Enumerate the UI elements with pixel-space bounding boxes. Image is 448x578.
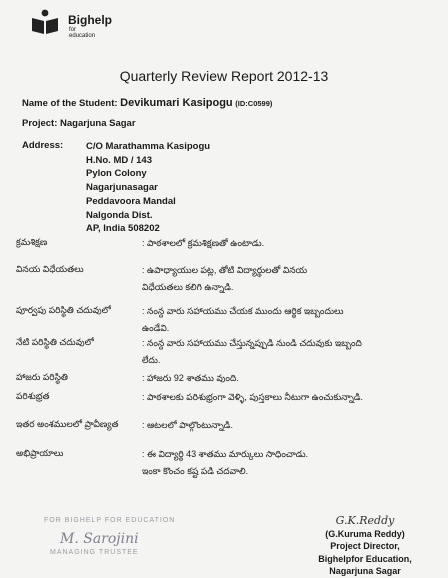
address-line: H.No. MD / 143 [86, 154, 152, 166]
student-label: Name of the Student: [22, 98, 118, 109]
row-value-line: విధేయతలు కలిగి ఉన్నాడి. [142, 282, 234, 292]
director-place: Nagarjuna Sagar [329, 566, 401, 576]
address-line: Nalgonda Dist. [86, 209, 153, 221]
row-value-line: : ఆటలలో పాల్గొంటున్నాడి. [142, 420, 233, 430]
student-name: Devikumari Kasipogu [120, 97, 233, 109]
director-signature: G.K.Reddy [335, 514, 395, 527]
address-line: Peddavoora Mandal [86, 195, 176, 207]
address-line: Nagarjunasagar [86, 182, 158, 194]
row-value-manners [142, 262, 307, 296]
stamp-org: FOR BIGHELP FOR EDUCATION [44, 517, 176, 524]
row-value-line: : నంన్ద వారు సహాయము చేస్తున్నప్పుడి నుండి చదువుకు ఇబ్బంది [142, 338, 362, 348]
student-id: (ID:C0599) [235, 99, 273, 108]
row-value-line: : హాజరు 92 శాతము వుంది. [142, 373, 239, 383]
row-label-remarks: అభిప్రాయాలు [16, 448, 64, 458]
trustee-stamp [40, 515, 180, 560]
trustee-signature: M. Sarojini [60, 531, 139, 547]
row-value-line: : నంన్ద వారు సహాయము చేయక ముందు ఆర్థిక ఇబ్బందులు [142, 306, 344, 316]
row-label-cleanliness: పరిశుభ్రత [16, 391, 50, 401]
student-line [22, 97, 272, 109]
row-value-attendance [142, 370, 239, 387]
row-value-remarks [142, 446, 308, 480]
address-line: AP, India 508202 [86, 223, 160, 235]
row-label-discipline: క్రమశిక్షణ [16, 237, 48, 247]
row-value-line: లేదు. [142, 355, 161, 365]
page-title: Quarterly Review Report 2012-13 [119, 68, 329, 84]
row-value-line: ఉండేవి. [142, 323, 170, 333]
logo-name: Bighelp [68, 13, 112, 27]
row-label-manners: వినయ విధేయతలు [16, 264, 84, 274]
book-person-icon [30, 8, 60, 36]
director-title: Project Director, [330, 541, 400, 551]
director-org: Bighelpfor Education, [318, 553, 412, 564]
row-value-line: ఇంకా కొంచం కష్ట పడి చదవాలి. [142, 466, 249, 476]
row-label-past-condition: పూర్వపు పరిస్థితి చదువులో [16, 305, 111, 315]
row-label-other-skills: ఇతర అంశములలో ప్రావీణ్యత [16, 419, 119, 429]
address-block [86, 140, 210, 236]
row-value-other-skills [142, 417, 233, 434]
director-signature-block [290, 515, 440, 578]
bighelp-logo [30, 8, 112, 39]
project-label: Project: [22, 118, 58, 129]
address-line: C/O Marathamma Kasipogu [86, 141, 211, 152]
row-value-cleanliness [142, 389, 363, 406]
row-value-line: : పాఠశాలకు పరిశుభ్రంగా వెళ్ళి, పుస్తకాలు నీటుగా ఉంచుకున్నాడి. [142, 392, 363, 402]
row-value-line: : ఉపాధ్యాయుల పట్ల, తోటి విద్యార్థులతో వినయ [142, 265, 308, 275]
stamp-role: MANAGING TRUSTEE [50, 549, 139, 556]
address-label: Address: [22, 140, 64, 151]
logo-tagline: for education [69, 27, 96, 39]
row-value-line: : పాఠశాలలో క్రమశిక్షణతో ఉంటాడు. [142, 238, 265, 248]
row-label-attendance: హాజరు పరిస్థితి [16, 372, 68, 382]
director-name: (G.Kuruma Reddy) [325, 528, 405, 539]
row-value-past-condition [142, 303, 343, 337]
project-value: Nagarjuna Sagar [60, 118, 136, 129]
row-label-present-condition: నేటి పరిస్థితి చదువులో [16, 337, 94, 347]
row-value-present-condition [142, 335, 362, 369]
address-line: Pylon Colony [86, 168, 147, 180]
row-value-line: : ఈ విద్యార్థి 43 శాతము మార్కులు సాధించాడు. [142, 449, 309, 459]
project-line [22, 118, 136, 129]
row-value-discipline [142, 235, 264, 252]
